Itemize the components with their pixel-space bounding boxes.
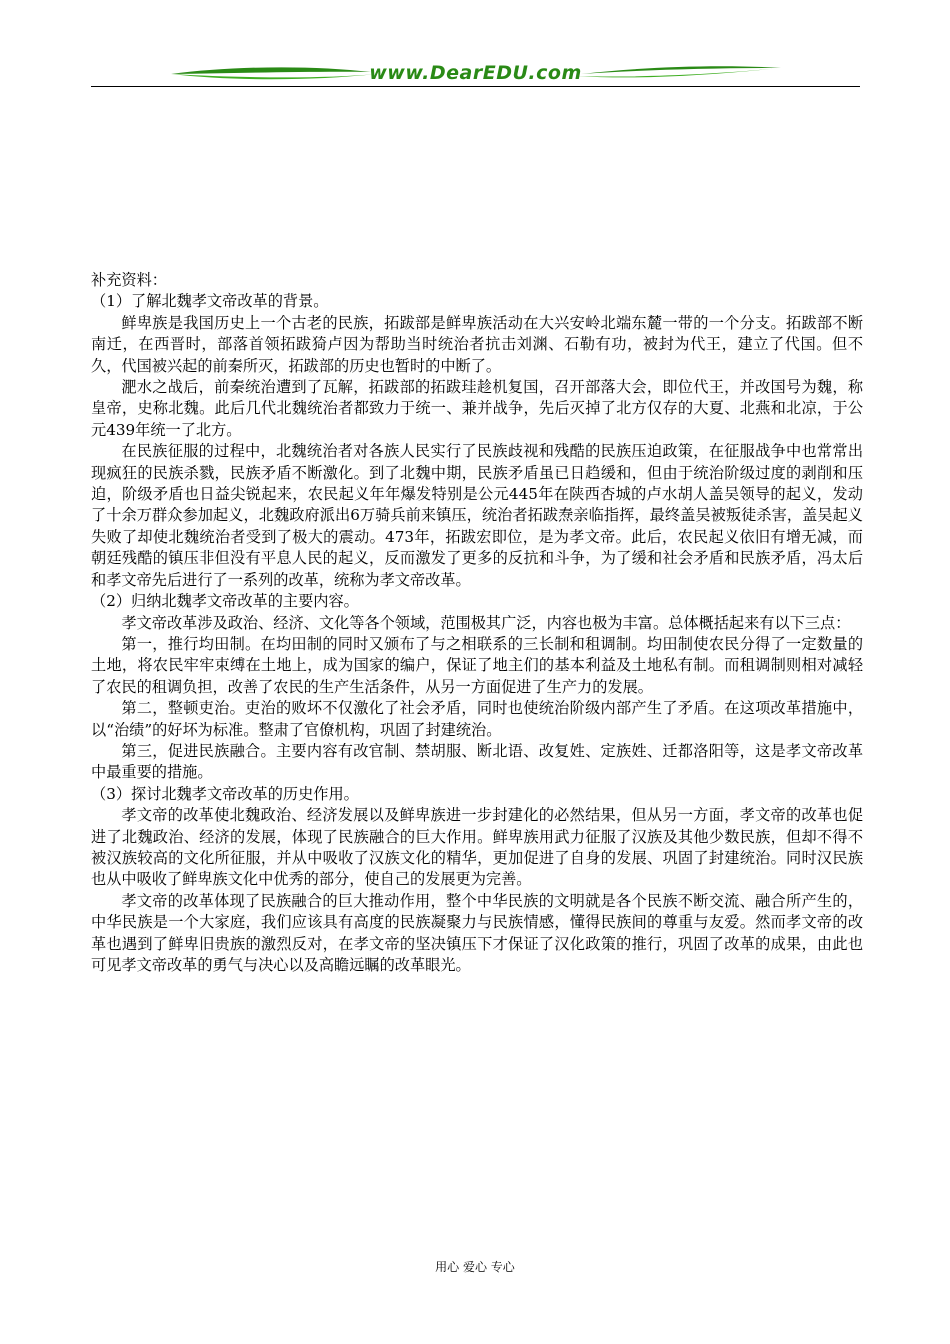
paragraph: 鲜卑族是我国历史上一个古老的民族，拓跋部是鲜卑族活动在大兴安岭北端东麓一带的一个分支。拓跋部不断南迁，在西晋时，部落首领拓跋猗卢因为帮助当时统治者抗击刘渊、石勒有功，被封为代王，建立了代国。但不久，代国被兴起的前秦所灭，拓跋部的历史也暂时的中断了。 <box>91 313 863 375</box>
document-body <box>91 270 863 976</box>
paragraph: 第二，整顿吏治。吏治的败坏不仅激化了社会矛盾，同时也使统治阶级内部产生了矛盾。在这项改革措施中，以“治绩”的好坏为标准。整肃了官僚机构，巩固了封建统治。 <box>91 699 863 739</box>
page-header <box>91 58 860 90</box>
header-rule <box>91 86 860 87</box>
paragraph: 在民族征服的过程中，北魏统治者对各族人民实行了民族歧视和残酷的民族压迫政策，在征服战争中也常常出现疯狂的民族杀戮，民族矛盾不断激化。到了北魏中期，民族矛盾虽已日趋缓和，但由于统治阶级过度的剥削和压迫，阶级矛盾也日益尖锐起来，农民起义年年爆发特别是公元445年在陕西杏城的卢水胡人盖吴领导的起义，发动了十余万群众参加起义，北魏政府派出6万骑兵前来镇压，统治者拓跋焘亲临指挥，最终盖吴被叛徒杀害，盖吴起义失败了却使北魏统治者受到了极大的震动。473年，拓跋宏即位，是为孝文帝。此后，农民起义依旧有增无减，而朝廷残酷的镇压非但没有平息人民的起义，反而激发了更多的反抗和斗争，为了缓和社会矛盾和民族矛盾，冯太后和孝文帝先后进行了一系列的改革，统称为孝文帝改革。 <box>91 442 863 589</box>
paragraph: 孝文帝的改革使北魏政治、经济发展以及鲜卑族进一步封建化的必然结果，但从另一方面，孝文帝的改革也促进了北魏政治、经济的发展，体现了民族融合的巨大作用。鲜卑族用武力征服了汉族及其他少数民族，但却不得不被汉族较高的文化所征服，并从中吸收了汉族文化的精华，更加促进了自身的发展、巩固了封建统治。同时汉民族也从中吸收了鲜卑族文化中优秀的部分，使自己的发展更为完善。 <box>91 806 863 889</box>
paragraph: 第三，促进民族融合。主要内容有改官制、禁胡服、断北语、改复姓、定族姓、迁都洛阳等，这是孝文帝改革中最重要的措施。 <box>91 741 863 782</box>
paragraph: 孝文帝改革涉及政治、经济、文化等各个领域，范围极其广泛，内容也极为丰富。总体概括起来有以下三点： <box>121 613 851 632</box>
paragraph: 淝水之战后，前秦统治遭到了瓦解，拓跋部的拓跋珪趁机复国，召开部落大会，即位代王，并改国号为魏，称皇帝，史称北魏。此后几代北魏统治者都致力于统一、兼并战争，先后灭掉了北方仅存的大夏、北燕和北凉，于公元439年统一了北方。 <box>91 378 863 439</box>
site-url: www.DearEDU.com <box>369 62 582 84</box>
paragraph: 第一，推行均田制。在均田制的同时又颁布了与之相联系的三长制和租调制。均田制使农民分得了一定数量的土地，将农民牢牢束缚在土地上，成为国家的编户，保证了地主们的基本利益及土地私有制。而租调制则相对减轻了农民的租调负担，改善了农民的生产生活条件，从另一方面促进了生产力的发展。 <box>91 634 863 696</box>
supplement-heading: 补充资料： <box>91 271 167 289</box>
page-footer: 用心 爱心 专心 <box>435 1260 515 1274</box>
section-3-title: （3）探讨北魏孝文帝改革的历史作用。 <box>91 784 359 803</box>
section-2-title: （2）归纳北魏孝文帝改革的主要内容。 <box>91 592 359 611</box>
paragraph: 孝文帝的改革体现了民族融合的巨大推动作用，整个中华民族的文明就是各个民族不断交流、融合所产生的，中华民族是一个大家庭，我们应该具有高度的民族凝聚力与民族情感，懂得民族间的尊重与友爱。然而孝文帝的改革也遇到了鲜卑旧贵族的激烈反对，在孝文帝的坚决镇压下才保证了汉化政策的推行，巩固了改革的成果，由此也可见孝文帝改革的勇气与决心以及高瞻远瞩的改革眼光。 <box>91 891 863 974</box>
section-1-title: （1）了解北魏孝文帝改革的背景。 <box>91 292 329 311</box>
